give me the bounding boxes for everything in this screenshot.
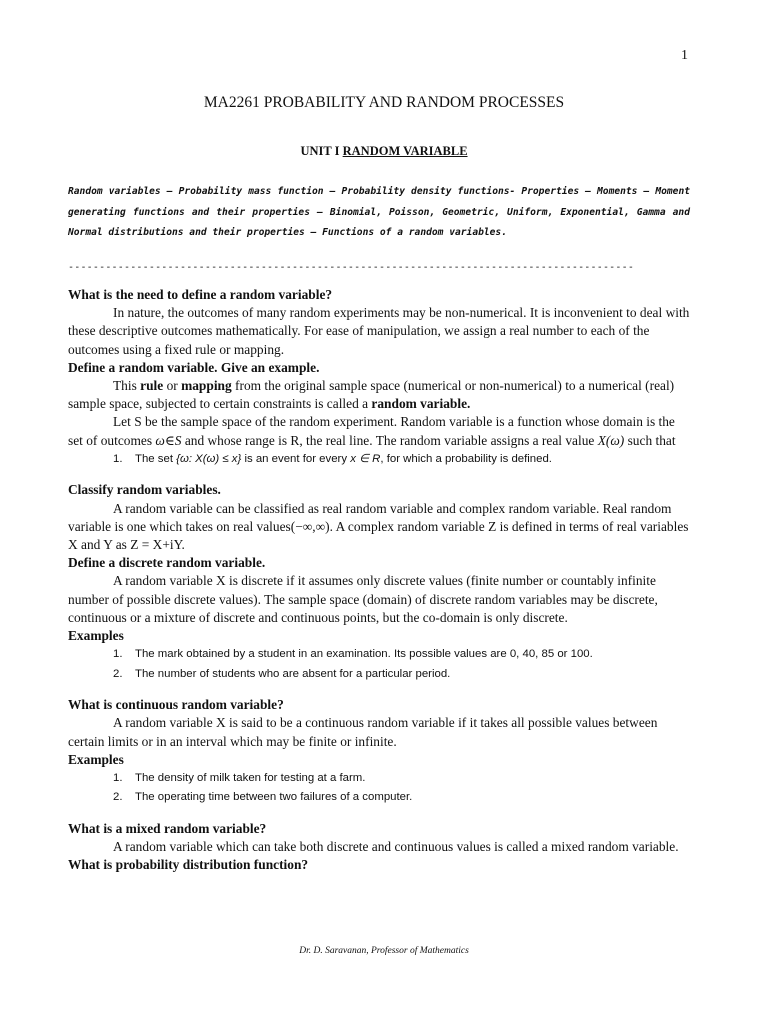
list-text: The mark obtained by a student in an examination. Its possible values are 0, 40, 85 or 100. bbox=[135, 648, 593, 661]
list-item bbox=[68, 645, 690, 665]
discrete-examples-list bbox=[68, 645, 690, 684]
answer-need: In nature, the outcomes of many random experiments may be non-numerical. It is inconvenient to deal with these descriptive outcomes mathematically. For ease of manipulation, we assign a real number to each of the outcomes using a fixed rule or mapping. bbox=[68, 305, 690, 357]
question-mixed: What is a mixed random variable? bbox=[68, 820, 267, 836]
math-interval: (−∞,∞) bbox=[290, 518, 330, 534]
unit-prefix: UNIT I bbox=[300, 144, 340, 158]
list-text: The number of students who are absent for a particular period. bbox=[135, 667, 451, 680]
text: from the original sample space (numerical or non-numerical) to a numerical (real) sample space, subjected to certain constraints is called a bbox=[68, 378, 675, 412]
continuous-examples-list bbox=[68, 769, 690, 808]
text: Let S be the sample space of the random experiment. Random variable is a function whose domain is the set of outcomes bbox=[68, 414, 675, 448]
list-number: 1. bbox=[113, 771, 123, 784]
examples-heading: Examples bbox=[68, 627, 124, 643]
text: such that bbox=[624, 432, 676, 448]
text: A random variable can be classified as real random variable and complex random variable. Real random variable is one which takes on real values bbox=[68, 500, 672, 534]
unit-title: RANDOM VARIABLE bbox=[342, 144, 468, 158]
answer-define-1 bbox=[68, 377, 690, 413]
examples-heading: Examples bbox=[68, 751, 124, 767]
question-classify: Classify random variables. bbox=[68, 482, 221, 498]
page-number: 1 bbox=[681, 48, 688, 63]
answer-classify bbox=[68, 500, 690, 555]
text: This bbox=[113, 378, 141, 394]
math-omega-in-s: ω∈S bbox=[155, 432, 182, 448]
answer-define-2 bbox=[68, 413, 690, 449]
list-text: The density of milk taken for testing at a farm. bbox=[135, 771, 366, 784]
list-item bbox=[68, 450, 690, 470]
math-x-omega: X(ω) bbox=[597, 432, 625, 448]
unit-heading bbox=[0, 144, 768, 159]
syllabus-text: Random variables – Probability mass function – Probability density functions- Properties – Moments – Moment generating functions and their properties – Binomial, Poisson, Geometric, Uniform, Exponential, Gamma and Normal distributions and their properties – Functions of a random variables. bbox=[68, 186, 690, 238]
list-item bbox=[68, 769, 690, 789]
text: is an event for every bbox=[241, 452, 351, 465]
text: and whose range is R, the real line. The random variable assigns a real value bbox=[181, 432, 598, 448]
term-random-variable: random variable. bbox=[371, 396, 471, 412]
text: , for which a probability is defined. bbox=[380, 452, 552, 465]
text: . A complex random variable Z is defined in terms of real variables X and Y as Z = X+iY. bbox=[68, 518, 689, 552]
question-pdf: What is probability distribution function? bbox=[68, 857, 309, 873]
list-text: The operating time between two failures of a computer. bbox=[135, 791, 413, 804]
answer-discrete: A random variable X is discrete if it assumes only discrete values (finite number or countably infinite number of possible discrete values). The sample space (domain) of discrete random variables may be discrete, continuous or a mixture of discrete and continuous points, but the co-domain is only discrete. bbox=[68, 573, 658, 625]
list-number: 1. bbox=[113, 648, 123, 661]
term-mapping: mapping bbox=[181, 378, 232, 394]
question-discrete: Define a discrete random variable. bbox=[68, 555, 266, 571]
define-list bbox=[68, 450, 690, 470]
list-number: 2. bbox=[113, 791, 123, 804]
list-number: 1. bbox=[113, 452, 123, 465]
list-number: 2. bbox=[113, 667, 123, 680]
term-rule: rule bbox=[140, 378, 164, 394]
footer-author: Dr. D. Saravanan, Professor of Mathematics bbox=[299, 946, 469, 956]
text: The set bbox=[135, 452, 177, 465]
question-need: What is the need to define a random variable? bbox=[68, 287, 333, 302]
answer-mixed: A random variable which can take both discrete and continuous values is called a mixed random variable. bbox=[113, 839, 679, 855]
main-content bbox=[68, 286, 690, 875]
divider-line: ------------------------------------------------------------------------------------------- bbox=[68, 262, 635, 273]
list-item bbox=[68, 665, 690, 685]
list-item bbox=[68, 788, 690, 808]
document-title: MA2261 PROBABILITY AND RANDOM PROCESSES bbox=[203, 94, 565, 111]
text: or bbox=[163, 378, 182, 394]
math-x-in-r: x ∈ R bbox=[350, 452, 381, 465]
answer-continuous: A random variable X is said to be a continuous random variable if it takes all possible values between certain limits or in an interval which may be finite or infinite. bbox=[68, 715, 658, 749]
math-set: {ω: X(ω) ≤ x} bbox=[176, 452, 242, 465]
question-define: Define a random variable. Give an example. bbox=[68, 359, 320, 375]
question-continuous: What is continuous random variable? bbox=[68, 697, 284, 713]
